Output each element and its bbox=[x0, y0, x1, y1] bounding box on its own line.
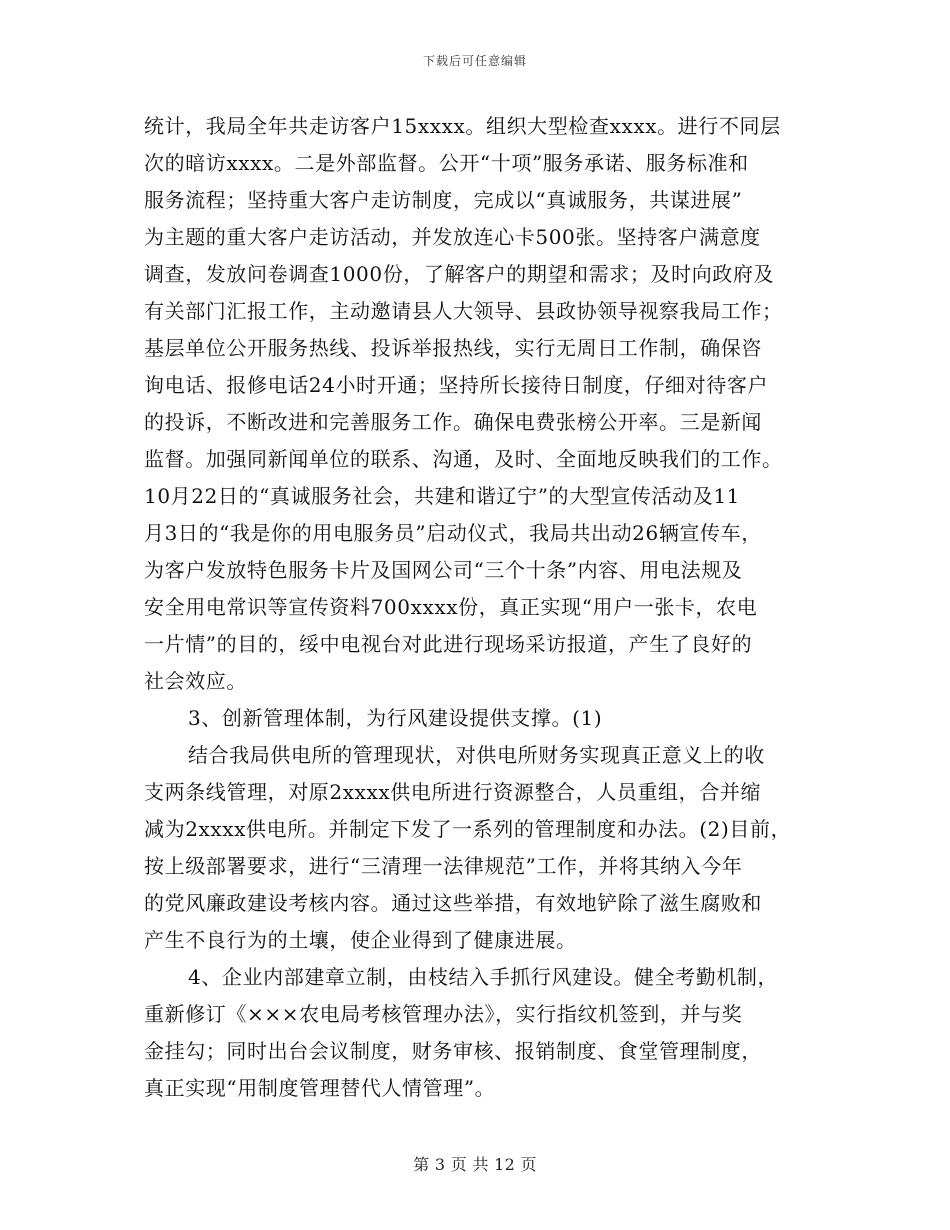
page-number-footer: 第 3 页 共 12 页 bbox=[413, 1155, 537, 1174]
text-line: 3、创新管理体制，为行风建设提供支撑。(1) bbox=[188, 706, 603, 730]
text-line: 监督。加强同新闻单位的联系、沟通，及时、全面地反映我们的工作。 bbox=[144, 447, 783, 471]
text-line: 的党风廉政建设考核内容。通过这些举措，有效地铲除了滋生腐败和 bbox=[144, 891, 762, 915]
text-line: 为客户发放特色服务卡片及国网公司“三个十条”内容、用电法规及 bbox=[144, 558, 743, 582]
text-line: 调查，发放问卷调查1000份，了解客户的期望和需求；及时向政府及 bbox=[144, 262, 775, 286]
text-line: 减为2xxxx供电所。并制定下发了一系列的管理制度和办法。(2)目前， bbox=[144, 817, 792, 841]
text-line: 为主题的重大客户走访活动，并发放连心卡500张。坚持客户满意度 bbox=[144, 225, 761, 249]
text-line: 月3日的“我是你的用电服务员”启动仪式，我局共出动26辆宣传车， bbox=[144, 521, 762, 545]
header-note: 下载后可任意编辑 bbox=[422, 54, 527, 68]
text-line: 产生不良行为的土壤，使企业得到了健康进展。 bbox=[144, 928, 577, 952]
text-line: 真正实现“用制度管理替代人情管理”。 bbox=[144, 1076, 496, 1100]
text-line: 有关部门汇报工作，主动邀请县人大领导、县政协领导视察我局工作； bbox=[144, 299, 783, 323]
text-line: 结合我局供电所的管理现状，对供电所财务实现真正意义上的收 bbox=[188, 743, 765, 767]
text-line: 询电话、报修电话24小时开通；坚持所长接待日制度，仔细对待客户 bbox=[144, 373, 769, 397]
text-line: 按上级部署要求，进行“三清理一法律规范”工作，并将其纳入今年 bbox=[144, 854, 743, 878]
text-line: 统计，我局全年共走访客户15xxxx。组织大型检查xxxx。进行不同层 bbox=[144, 114, 781, 138]
text-line: 4、企业内部建章立制，由枝结入手抓行风建设。健全考勤机制， bbox=[188, 965, 779, 989]
text-line: 的投诉，不断改进和完善服务工作。确保电费张榜公开率。三是新闻 bbox=[144, 410, 762, 434]
text-line: 安全用电常识等宣传资料700xxxx份，真正实现“用户一张卡，农电 bbox=[144, 595, 758, 619]
text-line: 重新修订《×××农电局考核管理办法》，实行指纹机签到，并与奖 bbox=[144, 1002, 743, 1026]
text-line: 一片情”的目的，绥中电视台对此进行现场采访报道，产生了良好的 bbox=[144, 632, 753, 656]
text-line: 次的暗访xxxx。二是外部监督。公开“十项”服务承诺、服务标准和 bbox=[144, 151, 749, 175]
text-line: 支两条线管理，对原2xxxx供电所进行资源整合，人员重组，合并缩 bbox=[144, 780, 762, 804]
text-line: 10月22日的“真诚服务社会，共建和谐辽宁”的大型宣传活动及11 bbox=[144, 484, 740, 508]
text-line: 金挂勾；同时出台会议制度，财务审核、报销制度、食堂管理制度， bbox=[144, 1039, 762, 1063]
text-line: 服务流程；坚持重大客户走访制度，完成以“真诚服务，共谋进展” bbox=[144, 188, 743, 212]
text-line: 基层单位公开服务热线、投诉举报热线，实行无周日工作制，确保咨 bbox=[144, 336, 762, 360]
body-text bbox=[144, 108, 809, 1107]
text-line: 社会效应。 bbox=[144, 669, 247, 693]
